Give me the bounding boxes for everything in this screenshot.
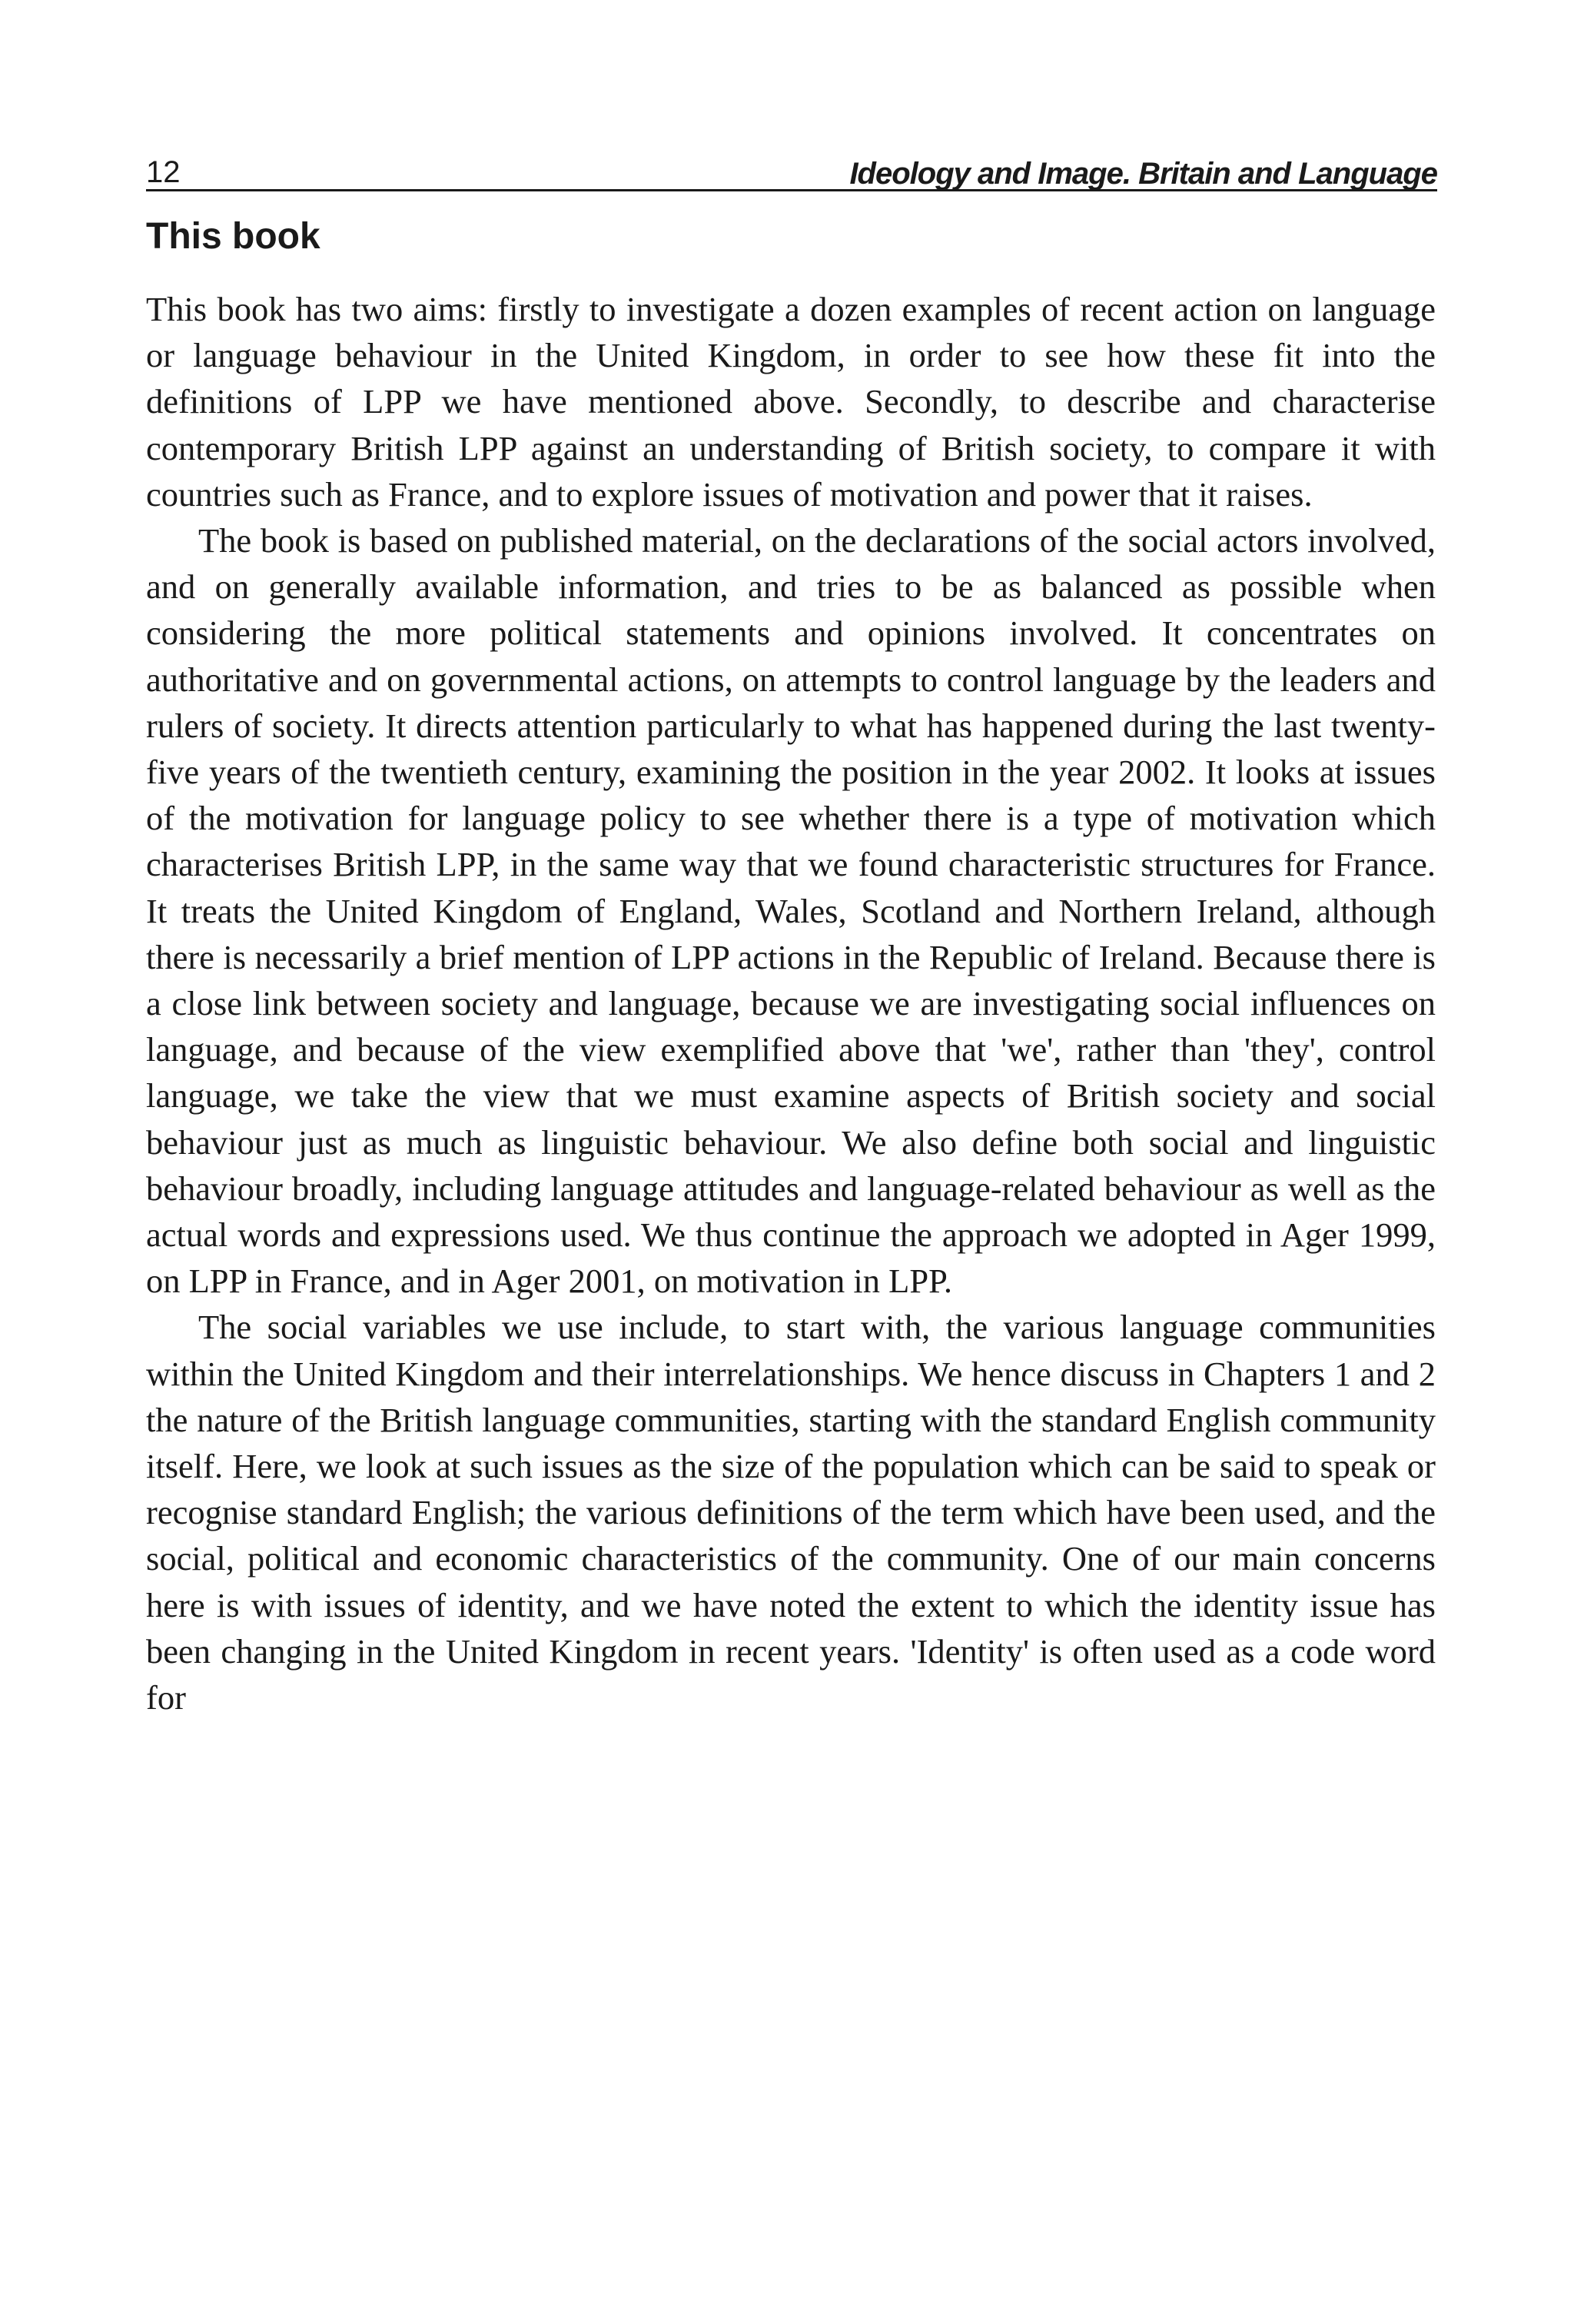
page-number: 12 [146, 155, 181, 189]
paragraph-2: The book is based on published material, on the declarations of the social actors involved, and on generally available information, and tries to be as balanced as possible when considering the more political statements and opinions involved. It concentrates on authoritative and on governmental actions, on attempts to control language by the leaders and rulers of society. It directs attention particularly to what has happened during the last twenty-five years of the twentieth century, examining the position in the year 2002. It looks at issues of the motivation for language policy to see whether there is a type of motivation which characterises British LPP, in the same way that we found characteristic structures for France. It treats the United Kingdom of England, Wales, Scotland and Northern Ireland, although there is necessarily a brief mention of LPP actions in the Republic of Ireland. Because there is a close link between society and language, because we are investigating social influences on language, and because of the view exemplified above that 'we', rather than 'they', control language, we take the view that we must examine aspects of British society and social behaviour just as much as linguistic behaviour. We also define both social and linguistic behaviour broadly, including language attitudes and language-related behaviour as well as the actual words and expressions used. We thus continue the approach we adopted in Ager 1999, on LPP in France, and in Ager 2001, on motivation in LPP. [146, 521, 1436, 1301]
body-text [146, 286, 1436, 1721]
running-title: Ideology and Image. Britain and Language [849, 157, 1437, 191]
paragraph-1: This book has two aims: firstly to investigate a dozen examples of recent action on language or language behaviour in the United Kingdom, in order to see how these fit into the definitions of LPP we have mentioned above. Secondly, to describe and characterise contemporary British LPP against an understanding of British society, to compare it with countries such as France, and to explore issues of motivation and power that it raises. [146, 290, 1436, 514]
section-heading: This book [146, 216, 320, 257]
paragraph-3: The social variables we use include, to start with, the various language communities within the United Kingdom and their interrelationships. We hence discuss in Chapters 1 and 2 the nature of the British language communities, starting with the standard English community itself. Here, we look at such issues as the size of the population which can be said to speak or recognise standard English; the various definitions of the term which have been used, and the social, political and economic characteristics of the community. One of our main concerns here is with issues of identity, and we have noted the extent to which the identity issue has been changing in the United Kingdom in recent years. 'Identity' is often used as a code word for [146, 1308, 1436, 1717]
running-header [146, 154, 1437, 191]
